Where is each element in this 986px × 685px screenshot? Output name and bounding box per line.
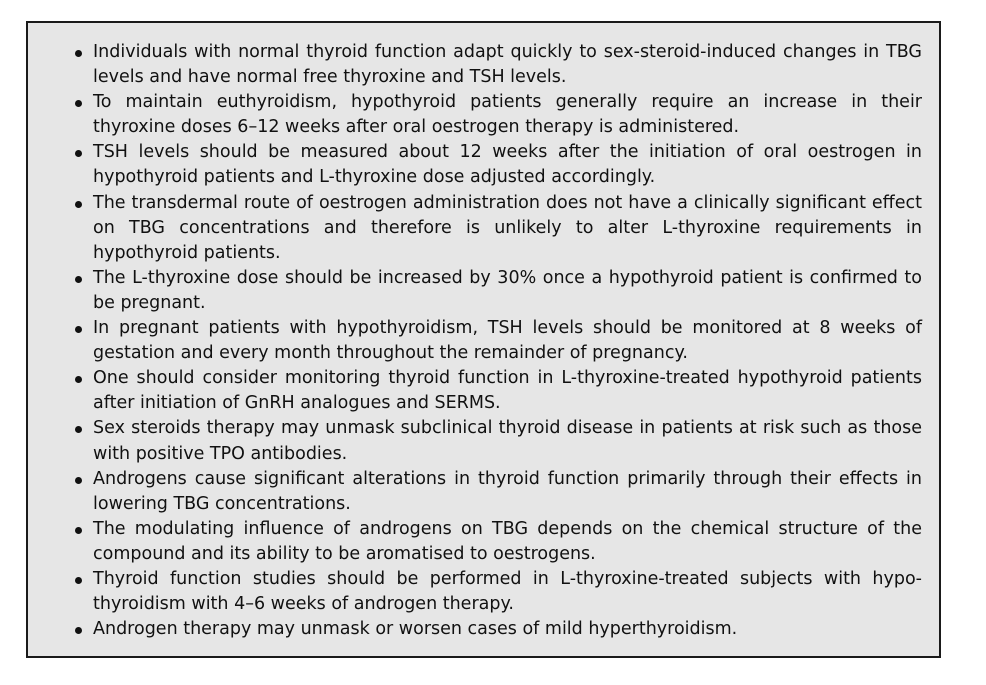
list-item-text: The modulating influence of androgens on TBG depends on the chemical structure of the compound and its ability to be aromatised to oestrogens.: [93, 518, 922, 564]
bullet-icon: [75, 376, 82, 383]
list-item-text: Sex steroids therapy may unmask subclinical thyroid disease in patients at risk such as those with positive TPO antibodies.: [93, 418, 922, 464]
list-item-text: Individuals with normal thyroid function adapt quickly to sex-steroid-induced changes in TBG levels and have normal free thyroxine and TSH levels.: [93, 42, 922, 88]
list-item-text: The L-thyroxine dose should be increased by 30% once a hypothyroid patient is confirmed to be pregnant.: [93, 267, 922, 313]
key-points-box: [26, 21, 941, 658]
list-item: [72, 416, 922, 466]
bullet-icon: [75, 201, 82, 208]
list-item-text: To maintain euthyroidism, hypothyroid patients generally require an increase in their thyroxine doses 6–12 weeks after oral oestrogen therapy is administered.: [93, 92, 922, 138]
bullet-icon: [75, 627, 82, 634]
bullet-icon: [75, 100, 82, 107]
list-item: [72, 90, 922, 140]
bullet-icon: [75, 150, 82, 157]
list-item: [72, 467, 922, 517]
list-item-text: Androgen therapy may unmask or worsen cases of mild hyperthyroidism.: [93, 619, 738, 640]
list-item-text: One should consider monitoring thyroid function in L-thyroxine-treated hypothyroid patients after initiation of GnRH analogues and SERMS.: [93, 368, 922, 414]
bullet-icon: [75, 326, 82, 333]
list-item: [72, 40, 922, 90]
list-item-text: The transdermal route of oestrogen administration does not have a clinically significant effect on TBG concentrations and therefore is unlikely to alter L-thyroxine requirements in hypothyroid patients.: [93, 192, 922, 263]
list-item: [72, 140, 922, 190]
list-item: [72, 191, 922, 266]
list-item-text: TSH levels should be measured about 12 weeks after the initiation of oral oestrogen in hypothyroid patients and L-thyroxine dose adjusted accordingly.: [93, 142, 922, 188]
bullet-icon: [75, 276, 82, 283]
list-item-text: Androgens cause significant alterations in thyroid function primarily through their effects in lowering TBG concentrations.: [93, 468, 922, 514]
key-points-list: [72, 40, 922, 642]
list-item: [72, 567, 922, 617]
list-item: [72, 316, 922, 366]
list-item: [72, 266, 922, 316]
bullet-icon: [75, 50, 82, 57]
bullet-icon: [75, 477, 82, 484]
list-item: [72, 617, 922, 642]
list-item-text: In pregnant patients with hypothyroidism, TSH levels should be monitored at 8 weeks of gestation and every month throughout the remainder of pregnancy.: [93, 318, 922, 364]
list-item: [72, 366, 922, 416]
bullet-icon: [75, 577, 82, 584]
bullet-icon: [75, 426, 82, 433]
list-item: [72, 517, 922, 567]
list-item-text: Thyroid function studies should be performed in L-thyroxine-treated subjects with hypothyroidism with 4–6 weeks of androgen therapy.: [93, 568, 922, 615]
bullet-icon: [75, 527, 82, 534]
